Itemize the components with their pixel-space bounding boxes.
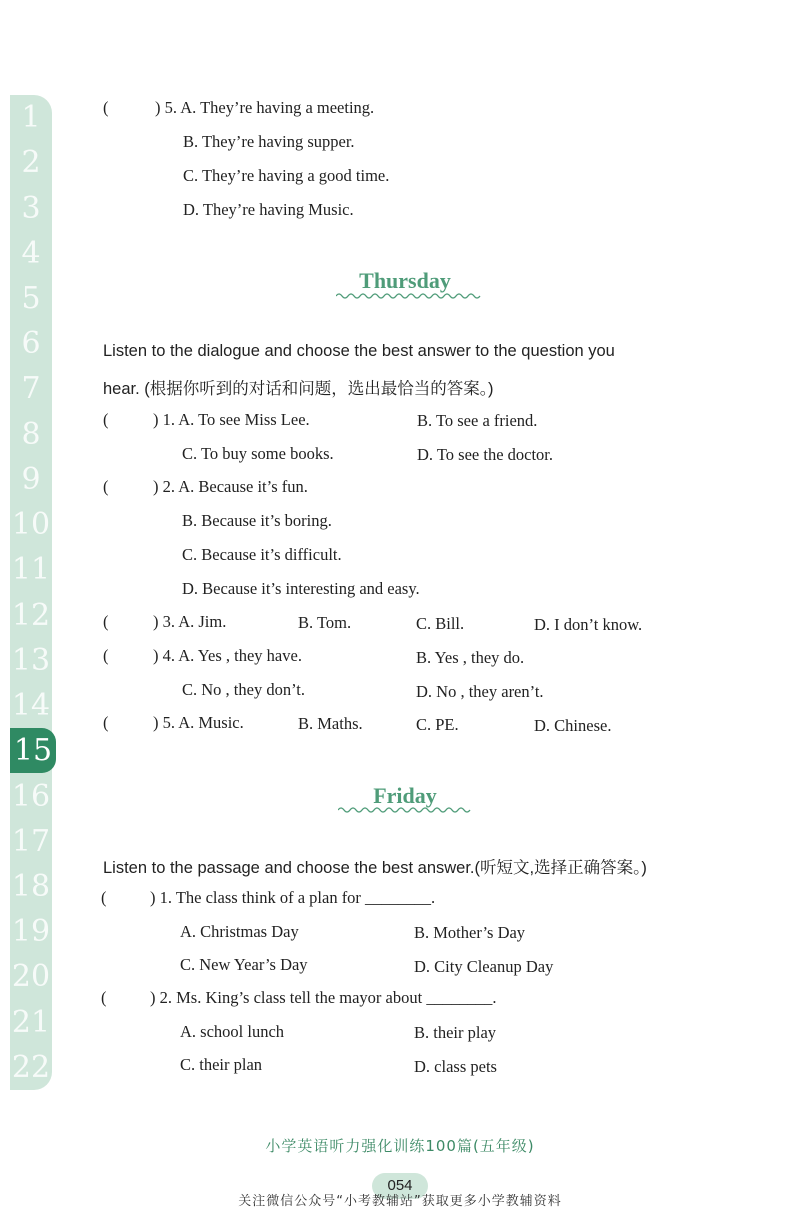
unit-tab-6: 6 xyxy=(21,326,41,362)
fri-q1-stem: ) 1. The class think of a plan for ________. xyxy=(150,888,436,907)
footer-note: 关注微信公众号“小考教辅站”获取更多小学教辅资料 xyxy=(238,1194,562,1209)
unit-tab-18: 18 xyxy=(11,868,51,904)
fri-q2-option-a: A. school lunch xyxy=(180,1022,285,1041)
fri-q2-option-b: B. their play xyxy=(414,1023,497,1042)
friday-instruction: Listen to the passage and choose the best answer.(听短文,选择正确答案。) xyxy=(103,859,647,877)
thu-q4-option-a: ) 4. A. Yes , they have. xyxy=(153,646,302,665)
fri-q2-option-d: D. class pets xyxy=(414,1057,497,1076)
fri-q1-option-b: B. Mother’s Day xyxy=(414,923,526,942)
unit-tab-5: 5 xyxy=(21,281,41,317)
thu-q5-option-b: B. Maths. xyxy=(298,714,363,733)
thursday-instruction-line1: Listen to the dialogue and choose the best answer to the question you xyxy=(103,342,615,360)
thu-q4-option-d: D. No , they aren’t. xyxy=(416,682,544,701)
thu-q3-option-c: C. Bill. xyxy=(416,614,465,633)
unit-tab-2: 2 xyxy=(21,145,41,181)
unit-tab-12: 12 xyxy=(11,597,51,633)
unit-tab-3: 3 xyxy=(21,190,41,226)
heading-wave-decoration xyxy=(336,292,482,300)
unit-tab-8: 8 xyxy=(21,416,41,452)
answer-paren-open: ( xyxy=(103,410,109,429)
thu-q3-option-a: ) 3. A. Jim. xyxy=(153,612,227,631)
section-heading-friday: Friday xyxy=(373,783,437,808)
thursday-instruction-line2: hear. (根据你听到的对话和问题，选出最恰当的答案。) xyxy=(103,380,494,398)
thu-q3-option-b: B. Tom. xyxy=(298,613,352,632)
heading-wave-decoration xyxy=(338,806,474,814)
unit-tab-10: 10 xyxy=(11,507,51,543)
fri-q2-stem: ) 2. Ms. King’s class tell the mayor about ________. xyxy=(150,988,497,1007)
question-5-option-c: C. They’re having a good time. xyxy=(183,166,390,185)
unit-tab-21: 21 xyxy=(11,1004,51,1040)
answer-paren-open: ( xyxy=(103,612,109,631)
thu-q4-option-b: B. Yes , they do. xyxy=(416,648,525,667)
unit-tab-strip xyxy=(10,95,52,1090)
unit-tab-19: 19 xyxy=(11,914,51,950)
unit-tab-20: 20 xyxy=(11,959,51,995)
thu-q1-option-b: B. To see a friend. xyxy=(417,411,538,430)
thu-q1-option-d: D. To see the doctor. xyxy=(417,445,554,464)
answer-paren-open: ( xyxy=(103,713,109,732)
fri-q2-option-c: C. their plan xyxy=(180,1055,263,1074)
unit-tab-13: 13 xyxy=(11,642,51,678)
unit-tab-14: 14 xyxy=(11,688,51,724)
answer-paren-open: ( xyxy=(101,988,107,1007)
unit-tab-15: 15 xyxy=(10,728,56,773)
thu-q1-option-a: ) 1. A. To see Miss Lee. xyxy=(153,410,310,429)
thu-q2-option-d: D. Because it’s interesting and easy. xyxy=(182,579,420,598)
fri-q1-option-d: D. City Cleanup Day xyxy=(414,957,554,976)
unit-tab-7: 7 xyxy=(21,371,41,407)
unit-tab-17: 17 xyxy=(11,823,51,859)
page-number: 054 xyxy=(372,1173,428,1199)
thu-q2-option-c: C. Because it’s difficult. xyxy=(182,545,342,564)
answer-paren-open: ( xyxy=(101,888,107,907)
answer-paren-open: ( xyxy=(103,98,109,117)
unit-tab-1: 1 xyxy=(21,100,41,136)
unit-tab-16: 16 xyxy=(11,778,51,814)
unit-tab-11: 11 xyxy=(11,552,51,588)
fri-q1-option-c: C. New Year’s Day xyxy=(180,955,308,974)
answer-paren-open: ( xyxy=(103,477,109,496)
thu-q5-option-a: ) 5. A. Music. xyxy=(153,713,244,732)
thu-q3-option-d: D. I don’t know. xyxy=(534,615,643,634)
unit-tab-4: 4 xyxy=(21,235,41,271)
thu-q2-option-b: B. Because it’s boring. xyxy=(182,511,332,530)
unit-tab-9: 9 xyxy=(21,461,41,497)
thu-q2-option-a: ) 2. A. Because it’s fun. xyxy=(153,477,308,496)
unit-tab-22: 22 xyxy=(11,1049,51,1085)
answer-paren-open: ( xyxy=(103,646,109,665)
thu-q1-option-c: C. To buy some books. xyxy=(182,444,334,463)
thu-q5-option-c: C. PE. xyxy=(416,715,459,734)
question-5-option-b: B. They’re having supper. xyxy=(183,132,355,151)
section-heading-thursday: Thursday xyxy=(359,268,451,293)
thu-q4-option-c: C. No , they don’t. xyxy=(182,680,305,699)
thu-q5-option-d: D. Chinese. xyxy=(534,716,612,735)
book-title-footer: 小学英语听力强化训练100篇(五年级) xyxy=(265,1137,535,1155)
question-5-option-a: ) 5. A. They’re having a meeting. xyxy=(155,98,375,117)
fri-q1-option-a: A. Christmas Day xyxy=(180,922,299,941)
question-5-option-d: D. They’re having Music. xyxy=(183,200,354,219)
